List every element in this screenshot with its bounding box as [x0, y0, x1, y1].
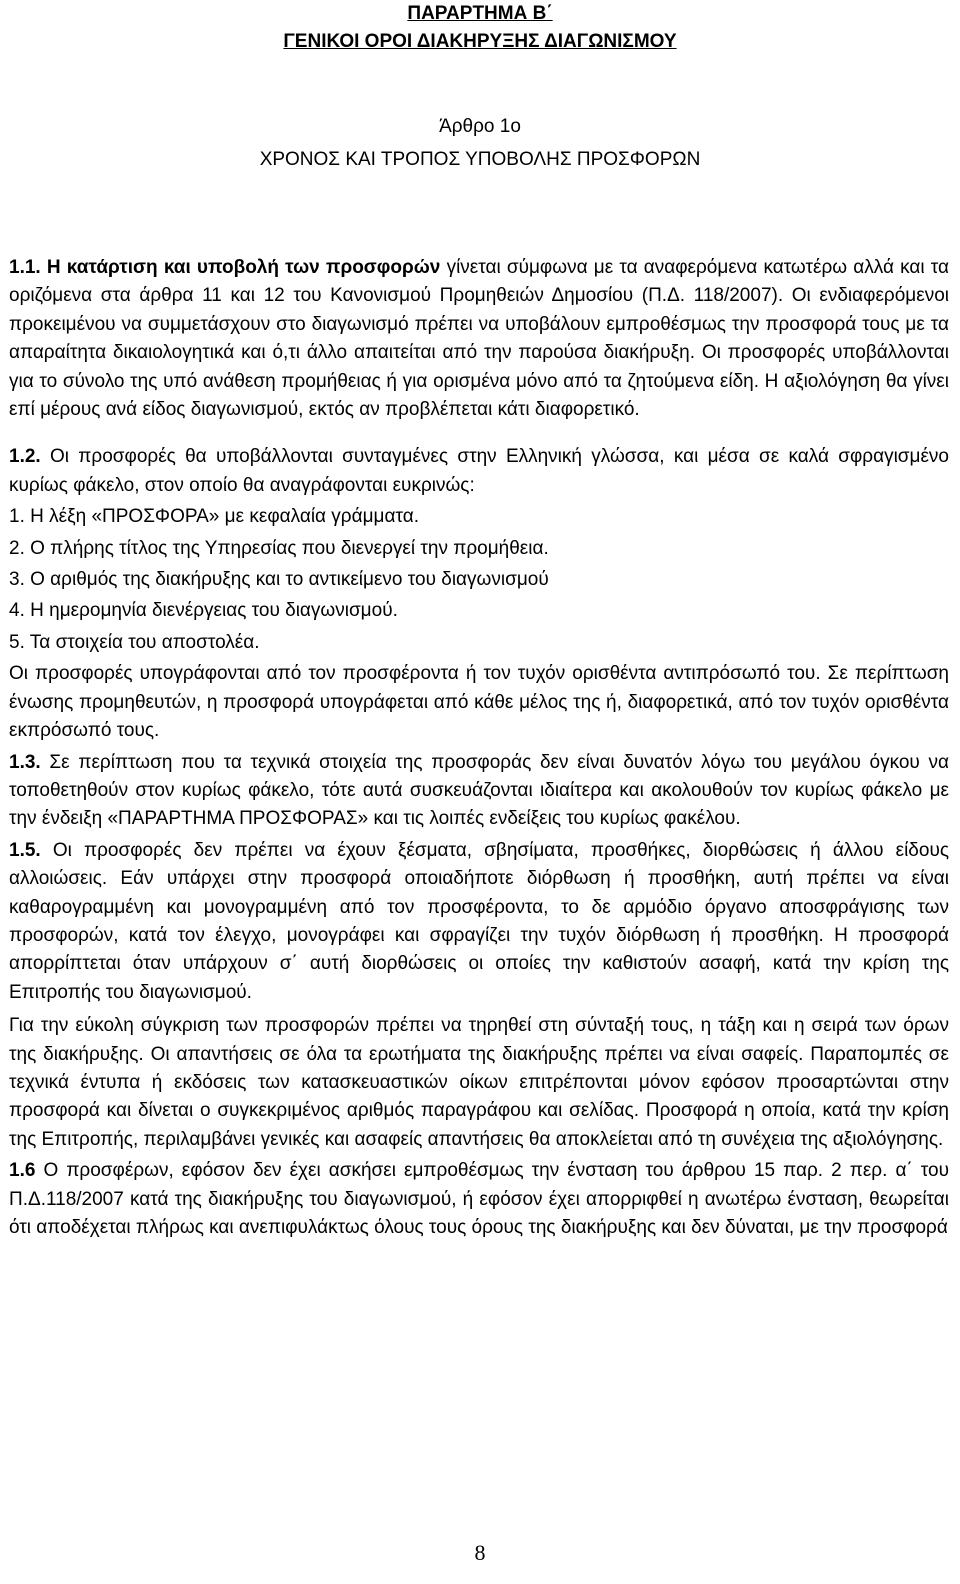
list-item: 5. Τα στοιχεία του αποστολέα. — [9, 631, 260, 653]
section-1-1-bold-lead: Η κατάρτιση και υποβολή των προσφορών — [46, 257, 441, 278]
page-number: 8 — [474, 1540, 486, 1565]
list-item: 4. Η ημερομηνία διενέργειας του διαγωνισμού. — [9, 600, 398, 622]
section-1-6-text: Ο προσφέρων, εφόσον δεν έχει ασκήσει εμπροθέσμως την ένσταση του άρθρου 15 παρ. 2 περ. α΄ του Π.Δ.118/2007 κατά της διακήρυξης του διαγωνισμού, ή εφόσον έχει απορριφθεί η ανωτέρω ένσταση, θεωρείται ότι αποδέχεται πλήρως και ανεπιφυλάκτως όλους τους όρους της διακήρυξης και δεν δύναται, με την προσφορά — [9, 1160, 950, 1238]
article-title: ΧΡΟΝΟΣ ΚΑΙ ΤΡΟΠΟΣ ΥΠΟΒΟΛΗΣ ΠΡΟΣΦΟΡΩΝ — [259, 149, 701, 170]
section-1-5 — [9, 837, 949, 1007]
document-title: ΓΕΝΙΚΟΙ ΟΡΟΙ ΔΙΑΚΗΡΥΞΗΣ ΔΙΑΓΩΝΙΣΜΟΥ — [283, 31, 677, 52]
list-item: 2. Ο πλήρης τίτλος της Υπηρεσίας που διενεργεί την προμήθεια. — [9, 537, 549, 559]
section-number: 1.2. — [9, 446, 41, 468]
section-1-3-text: Σε περίπτωση που τα τεχνικά στοιχεία της προσφοράς δεν είναι δυνατόν λόγω του μεγάλου όγκου να τοποθετηθούν στον κυρίως φάκελο, τότε αυτά συσκευάζονται ιδιαίτερα και ακολουθούν τον κυρίως φάκελο με την ένδειξη «ΠΑΡΑΡΤΗΜΑ ΠΡΟΣΦΟΡΑΣ» και τις λοιπές ενδείξεις του κυρίως φακέλου. — [9, 751, 950, 830]
section-1-1 — [9, 254, 949, 424]
section-1-5-text: Οι προσφορές δεν πρέπει να έχουν ξέσματα, σβησίματα, προσθήκες, διορθώσεις ή άλλου είδους αλλοιώσεις. Εάν υπάρχει στην προσφορά οποιαδήποτε διόρθωση ή προσθήκη, αυτή πρέπει να είναι καθαρογραμμένη και μονογραμμένη από τον προσφέροντα, το δε αρμόδιο όργανο αποσφράγισης των προσφορών, κατά τον έλεγχο, μονογράφει και σφραγίζει την τυχόν διόρθωση ή προσθήκη. Η προσφορά απορρίπτεται όταν υπάρχουν σ΄ αυτή διορθώσεις οι οποίες την καθιστούν ασαφή, κατά την κρίση της Επιτροπής του διαγωνισμού. — [9, 839, 949, 1003]
section-1-6 — [9, 1157, 949, 1242]
section-1-2-signing-text: Οι προσφορές υπογράφονται από τον προσφέροντα ή τον τυχόν ορισθέντα αντιπρόσωπό του. Σε περίπτωση ένωσης προμηθευτών, η προσφορά υπογράφεται από κάθε μέλος της ή, διαφορετικά, από τον τυχόν ορισθέντα εκπρόσωπό τους. — [9, 663, 949, 742]
section-number: 1.3. — [9, 751, 41, 773]
section-1-1-text: γίνεται σύμφωνα με τα αναφερόμενα κατωτέρω αλλά και τα οριζόμενα στα άρθρα 11 και 12 του Κανονισμού Προμηθειών Δημοσίου (Π.Δ. 118/2007). Οι ενδιαφερόμενοι προκειμένου να συμμετάσχουν στο διαγωνισμό πρέπει να υποβάλουν εμπροθέσμως την προσφορά τους με τα απαραίτητα δικαιολογητικά και ό,τι άλλο απαιτείται από την παρούσα διακήρυξη. Οι προσφορές υποβάλλονται για το σύνολο της υπό ανάθεση προμήθειας ή για ορισμένα μόνο από τα ζητούμενα είδη. Η αξιολόγηση θα γίνει επί μέρους ανά είδος διαγωνισμού, εκτός αν προβλέπεται κάτι διαφορετικό. — [9, 257, 950, 421]
section-number: 1.6 — [9, 1160, 36, 1182]
annex-heading: ΠΑΡΑΡΤΗΜΑ Β΄ — [407, 3, 553, 24]
list-item: 3. Ο αριθμός της διακήρυξης και το αντικείμενο του διαγωνισμού — [9, 569, 549, 591]
article-body — [9, 254, 949, 1242]
section-1-2 — [9, 443, 949, 500]
section-1-3 — [9, 749, 949, 834]
list-item: 1. Η λέξη «ΠΡΟΣΦΟΡΑ» με κεφαλαία γράμματα. — [9, 506, 419, 528]
comparison-paragraph: Για την εύκολη σύγκριση των προσφορών πρέπει να τηρηθεί στη σύνταξή τους, η τάξη και η σειρά των όρων της διακήρυξης. Οι απαντήσεις σε όλα τα ερωτήματα της διακήρυξης πρέπει να είναι σαφείς. Παραπομπές σε τεχνικά έντυπα ή εκδόσεις των κατασκευαστικών οίκων επιτρέπονται μόνον εφόσον προσαρτώνται στην προσφορά και δίνεται ο συγκεκριμένος αριθμός παραγράφου και σελίδας. Προσφορά η οποία, κατά την κρίση της Επιτροπής, περιλαμβάνει γενικές και ασαφείς απαντήσεις θα αποκλείεται από τη συνέχεια της αξιολόγησης. — [9, 1015, 949, 1150]
paragraph-gap — [9, 424, 949, 443]
section-number: 1.1. — [9, 257, 41, 278]
section-number: 1.5. — [9, 839, 41, 861]
section-1-2-text: Οι προσφορές θα υποβάλλονται συνταγμένες στην Ελληνική γλώσσα, και μέσα σε καλά σφραγισμένο κυρίως φάκελο, στον οποίο θα αναγράφονται ευκρινώς: — [9, 446, 949, 496]
article-heading: Άρθρο 1ο — [439, 116, 521, 137]
